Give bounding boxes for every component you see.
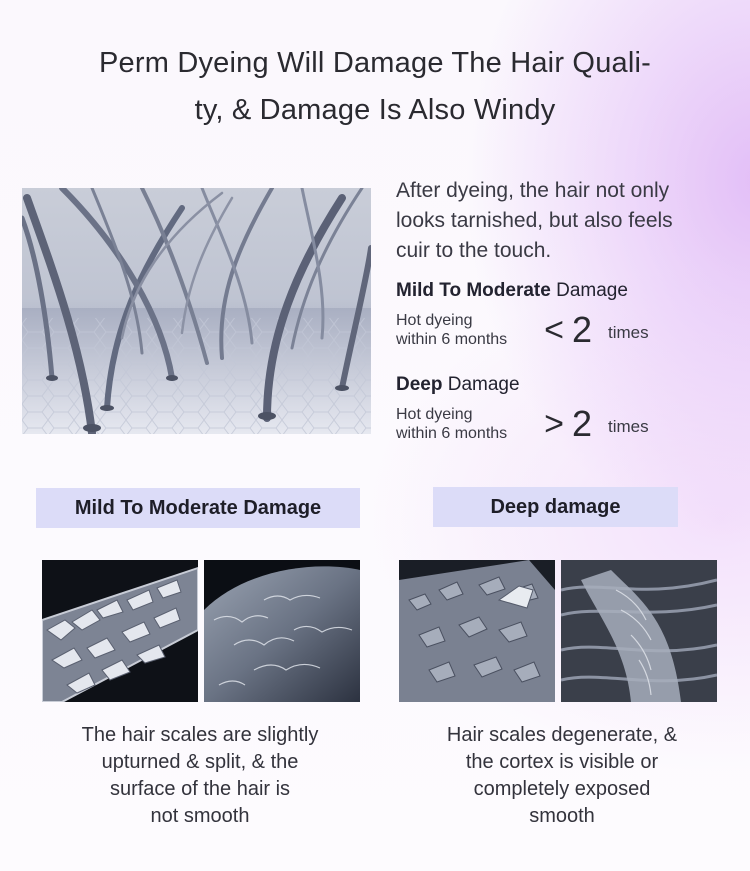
mild-micrograph-1 — [42, 560, 198, 702]
mild-count: 2 — [572, 309, 593, 350]
deep-damage-caption — [402, 722, 722, 830]
deep-micrograph-2 — [561, 560, 717, 702]
deep-criteria-text — [396, 405, 536, 443]
damage-info — [396, 176, 736, 446]
title-line-1: Perm Dyeing Will Damage The Hair Quali- — [99, 47, 651, 79]
less-than-symbol: < — [544, 311, 564, 349]
mild-damage-heading — [396, 280, 736, 302]
intro-line-2: looks tarnished, but also feels — [396, 209, 673, 232]
deep-damage-criteria — [396, 402, 736, 446]
mild-damage-caption — [40, 722, 360, 830]
mild-line-2: within 6 months — [396, 331, 508, 348]
intro-line-3: cuir to the touch. — [396, 239, 552, 262]
intro-text — [396, 176, 736, 266]
deep-damage-heading — [396, 374, 736, 396]
mild-heading-bold: Mild To Moderate — [396, 280, 551, 301]
mild-caption-line-1: The hair scales are slightly — [81, 724, 319, 746]
mild-damage-label: Mild To Moderate Damage — [36, 488, 360, 528]
greater-than-symbol: > — [544, 405, 564, 443]
deep-caption-line-4: smooth — [529, 805, 595, 827]
deep-count: 2 — [572, 403, 593, 444]
deep-caption-line-3: completely exposed — [473, 778, 651, 800]
mild-heading-rest: Damage — [556, 280, 628, 301]
mild-caption-line-3: surface of the hair is — [109, 778, 291, 800]
mild-micrograph-2 — [204, 560, 360, 702]
scalp-hair-image — [22, 188, 371, 434]
deep-damage-label: Deep damage — [433, 487, 678, 527]
deep-line-2: within 6 months — [396, 425, 508, 442]
deep-heading-bold: Deep — [396, 374, 443, 395]
mild-criteria-text — [396, 311, 536, 349]
mild-unit: times — [608, 323, 649, 342]
mild-line-1: Hot dyeing — [396, 312, 473, 329]
deep-line-1: Hot dyeing — [396, 406, 473, 423]
deep-micrograph-1 — [399, 560, 555, 702]
deep-unit: times — [608, 417, 649, 436]
page-title — [60, 40, 690, 134]
mild-caption-line-4: not smooth — [150, 805, 250, 827]
deep-caption-line-2: the cortex is visible or — [465, 751, 659, 773]
mild-damage-criteria — [396, 308, 736, 352]
mild-caption-line-2: upturned & split, & the — [101, 751, 299, 773]
title-line-2: ty, & Damage Is Also Windy — [194, 94, 556, 126]
deep-heading-rest: Damage — [447, 374, 520, 395]
deep-caption-line-1: Hair scales degenerate, & — [446, 724, 678, 746]
intro-line-1: After dyeing, the hair not only — [396, 179, 670, 202]
